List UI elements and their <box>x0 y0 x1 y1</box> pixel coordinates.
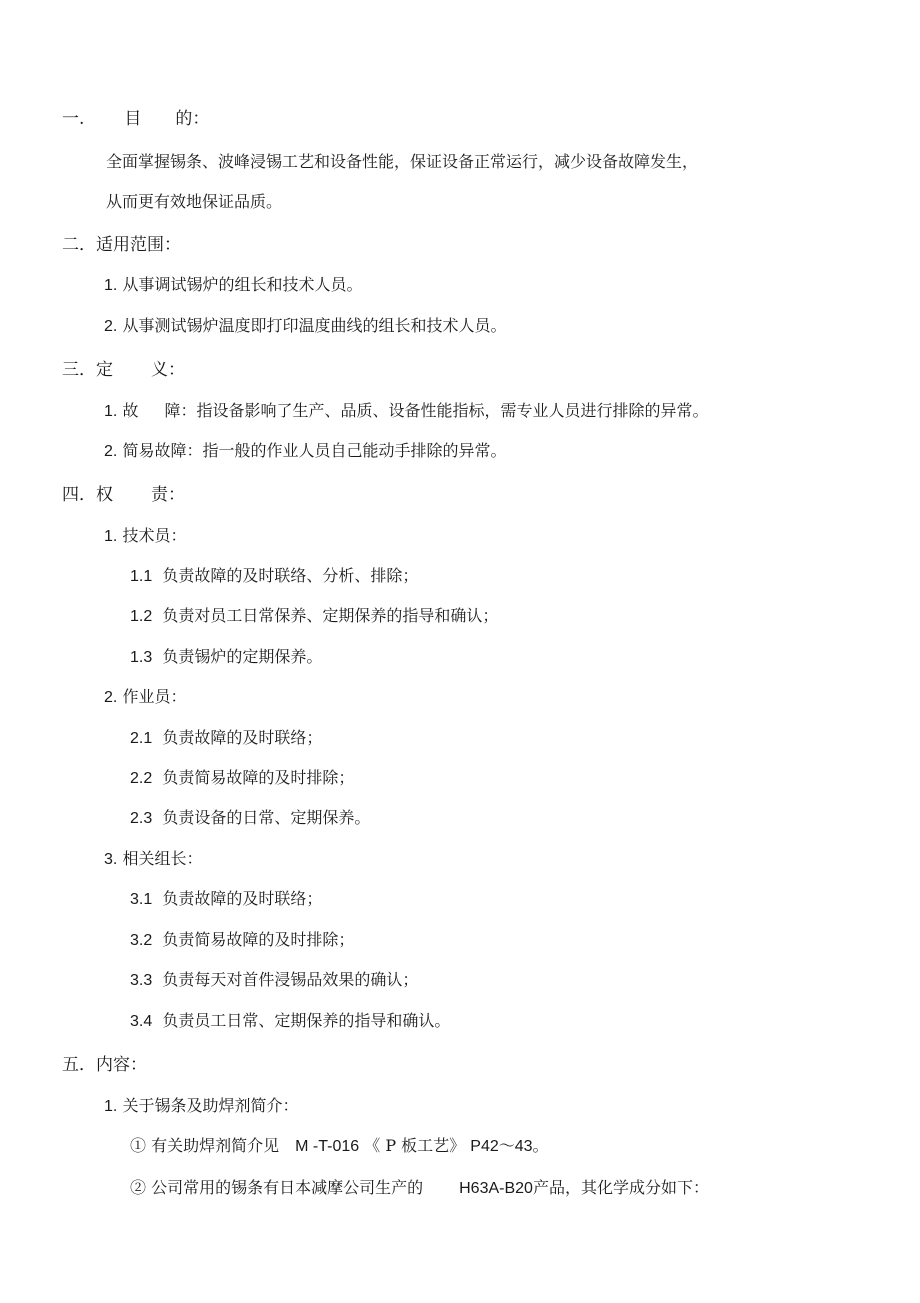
scope-item <box>104 275 362 296</box>
definition-text: 指设备影响了生产、品质、设备性能指标，需专业人员进行排除的异常。 <box>196 401 709 420</box>
scope-item-number: 2. <box>104 318 118 335</box>
content-subitem-text-tail: 产品，其化学成分如下： <box>532 1178 709 1197</box>
role-group-label: 相关组长： <box>122 849 203 868</box>
content-subitem <box>130 1136 549 1157</box>
definition-item-number: 2. <box>104 443 118 460</box>
section-1-number: 一. <box>62 109 85 129</box>
document-code: M -T-016 <box>295 1138 360 1155</box>
duty-item <box>130 768 354 789</box>
role-group-number: 1. <box>104 528 118 545</box>
definition-label-part-a: 故 <box>122 401 139 420</box>
section-5-heading: 五．内容： <box>62 1055 147 1075</box>
section-2-heading: 二．适用范围： <box>62 235 181 255</box>
duty-item-number: 2.1 <box>130 730 153 747</box>
duty-item-number: 1.3 <box>130 649 153 666</box>
duty-item-text: 负责员工日常、定期保养的指导和确认。 <box>162 1011 451 1030</box>
circled-one-marker: ① <box>130 1136 147 1155</box>
content-item <box>104 1096 298 1117</box>
duty-item-text: 负责每天对首件浸锡品效果的确认； <box>162 970 419 989</box>
duty-item <box>130 889 322 910</box>
product-code: H63A-B20 <box>459 1180 533 1197</box>
content-item-number: 1. <box>104 1098 118 1115</box>
duty-item-number: 3.2 <box>130 932 153 949</box>
duty-item-text: 负责设备的日常、定期保养。 <box>162 808 371 827</box>
content-subitem-text: 有关助焊剂简介见 <box>151 1136 280 1155</box>
duty-item-text: 负责锡炉的定期保养。 <box>162 647 323 666</box>
duty-item <box>130 1011 450 1032</box>
duty-item-number: 1.2 <box>130 608 153 625</box>
duty-item-number: 3.3 <box>130 972 153 989</box>
duty-item <box>130 970 418 991</box>
role-group-number: 2. <box>104 689 118 706</box>
content-subitem <box>130 1178 709 1199</box>
role-group-title <box>104 687 186 708</box>
definition-item-number: 1. <box>104 403 118 420</box>
duty-item <box>130 728 322 749</box>
duty-item <box>130 647 322 668</box>
section-3-heading-part-a: 三．定 <box>62 360 113 380</box>
duty-item-text: 负责对员工日常保养、定期保养的指导和确认； <box>162 606 499 625</box>
duty-item-text: 负责故障的及时联络、分析、排除； <box>162 566 419 585</box>
section-3-heading <box>62 360 185 380</box>
role-group-title <box>104 849 202 870</box>
duty-item-text: 负责故障的及时联络； <box>162 889 323 908</box>
section-1-body-line-1: 全面掌握锡条、波峰浸锡工艺和设备性能，保证设备正常运行，减少设备故障发生， <box>106 152 699 171</box>
scope-item <box>104 316 506 337</box>
document-title: 《 P 板工艺》 <box>364 1136 466 1155</box>
content-item-text: 关于锡条及助焊剂简介： <box>122 1096 299 1115</box>
scope-item-number: 1. <box>104 277 118 294</box>
duty-item-number: 2.2 <box>130 770 153 787</box>
content-subitem-text: 公司常用的锡条有日本减摩公司生产的 <box>151 1178 424 1197</box>
page-reference: P42～43。 <box>470 1138 549 1155</box>
duty-item-number: 3.4 <box>130 1013 153 1030</box>
duty-item-number: 1.1 <box>130 568 153 585</box>
role-group-number: 3. <box>104 851 118 868</box>
duty-item-text: 负责简易故障的及时排除； <box>162 768 355 787</box>
definition-item <box>104 441 506 462</box>
scope-item-text: 从事测试锡炉温度即打印温度曲线的组长和技术人员。 <box>122 316 507 335</box>
scope-item-text: 从事调试锡炉的组长和技术人员。 <box>122 275 363 294</box>
section-1-heading-part-b: 的： <box>175 109 210 129</box>
section-4-heading <box>62 485 185 505</box>
section-4-heading-part-a: 四．权 <box>62 485 113 505</box>
duty-item-number: 3.1 <box>130 891 153 908</box>
duty-item-text: 负责故障的及时联络； <box>162 728 323 747</box>
role-group-title <box>104 526 186 547</box>
section-1-body-line-2: 从而更有效地保证品质。 <box>106 192 283 211</box>
section-1-heading <box>62 109 209 129</box>
duty-item-text: 负责简易故障的及时排除； <box>162 930 355 949</box>
section-3-heading-part-b: 义： <box>151 360 185 380</box>
duty-item <box>130 930 354 951</box>
definition-label-part-b: 障： <box>164 401 197 420</box>
section-1-heading-part-a: 目 <box>124 109 142 129</box>
circled-two-marker: ② <box>130 1178 147 1197</box>
definition-text: 简易故障：指一般的作业人员自己能动手排除的异常。 <box>122 441 507 460</box>
section-4-heading-part-b: 责： <box>151 485 185 505</box>
duty-item <box>130 808 370 829</box>
duty-item-number: 2.3 <box>130 810 153 827</box>
duty-item <box>130 566 418 587</box>
duty-item <box>130 606 498 627</box>
definition-item <box>104 401 708 422</box>
role-group-label: 技术员： <box>122 526 187 545</box>
role-group-label: 作业员： <box>122 687 187 706</box>
